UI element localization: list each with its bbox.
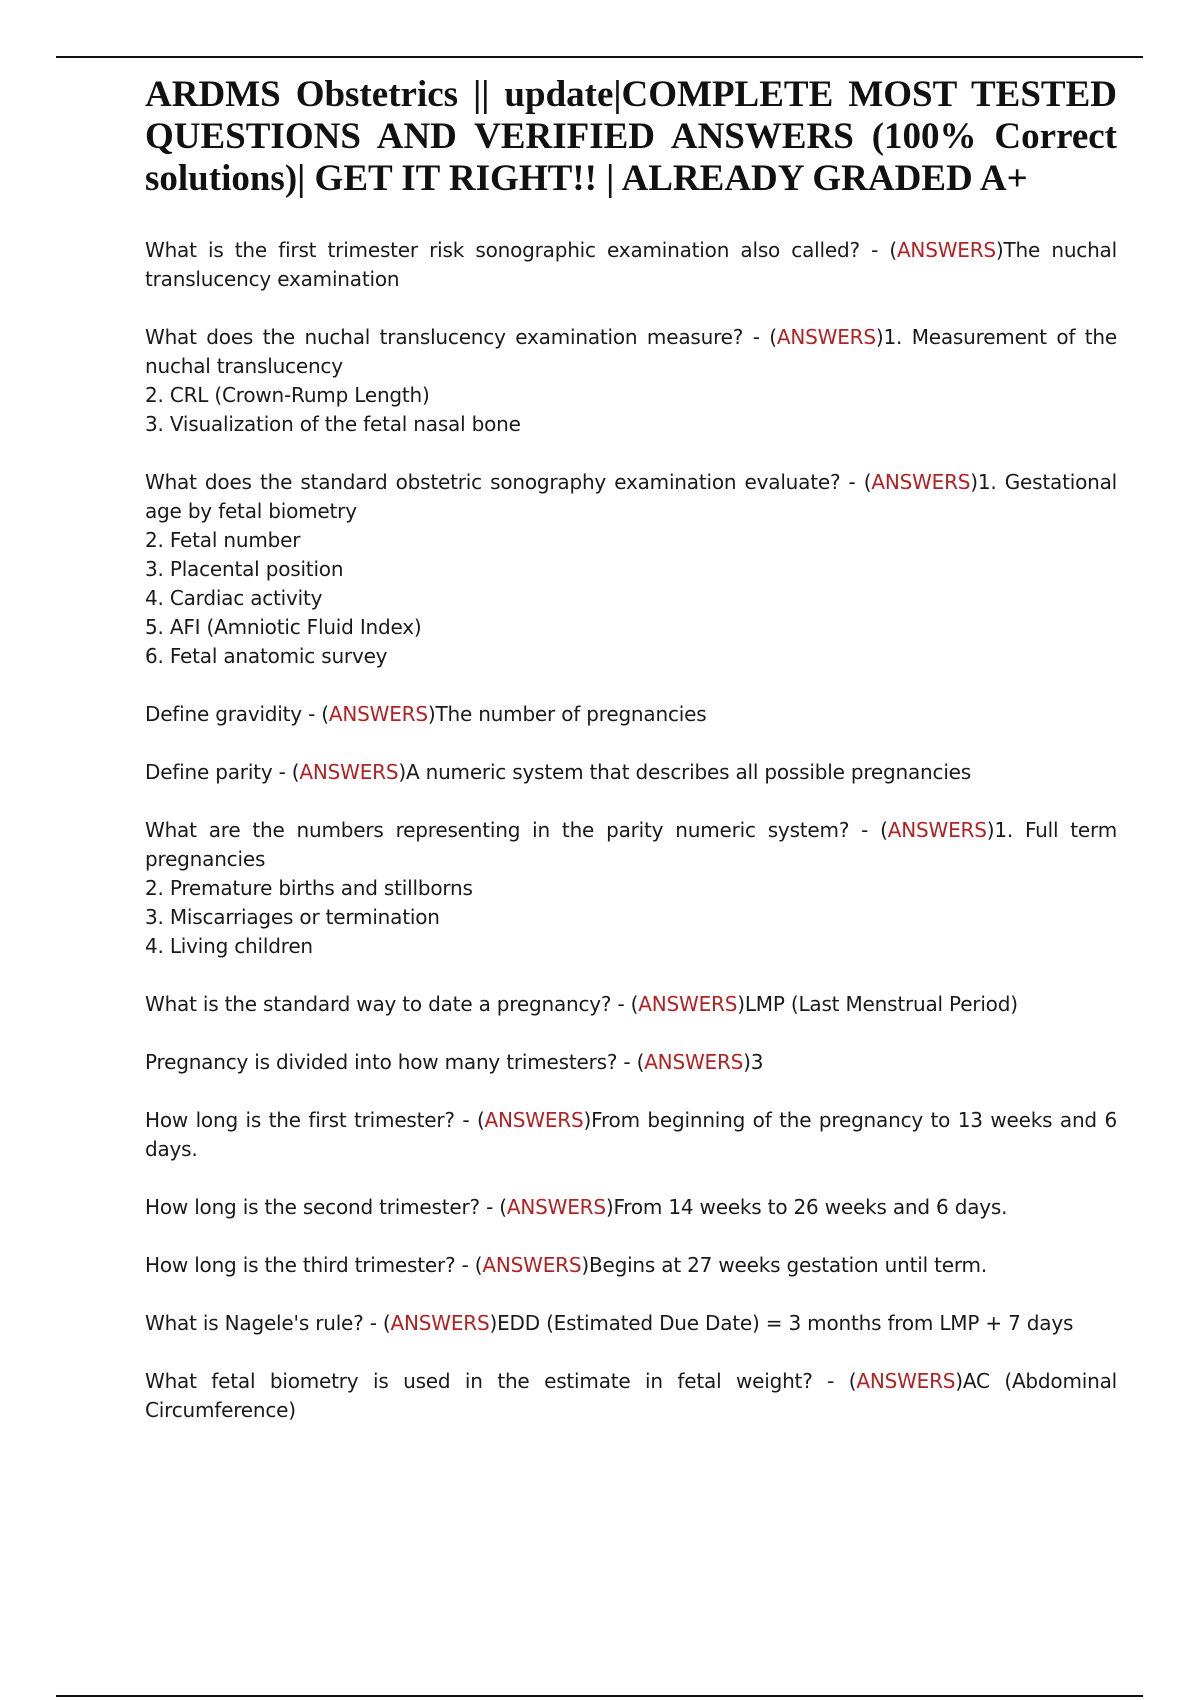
answer-list-item: 3. Miscarriages or termination — [145, 905, 440, 929]
answers-tag: ANSWERS — [328, 702, 428, 726]
answer-list-item: 6. Fetal anatomic survey — [145, 644, 388, 668]
question-text: What is the first trimester risk sonographic examination also called? - — [145, 238, 890, 262]
qa-list — [145, 236, 1117, 1425]
top-rule — [56, 56, 1143, 58]
answers-tag: ANSWERS — [484, 1108, 584, 1132]
answers-tag: ANSWERS — [896, 238, 996, 262]
answer-text: 3 — [750, 1050, 764, 1074]
answer-text: EDD (Estimated Due Date) = 3 months from LMP + 7 days — [497, 1311, 1074, 1335]
answer-list-item: 3. Placental position — [145, 557, 344, 581]
answer-text: 1. Gestational age by fetal biometry — [145, 470, 1118, 523]
answer-list-item: 5. AFI (Amniotic Fluid Index) — [145, 615, 422, 639]
qa-item: What are the numbers representing in the parity numeric system? - (ANSWERS)1. Full term pregnancies 2. Premature births and stillborns 3. Miscarriages or termination 4. Living children — [145, 816, 1117, 961]
qa-item: What is the first trimester risk sonographic examination also called? - (ANSWERS)The nuchal translucency examination — [145, 238, 1117, 291]
document-page — [145, 66, 1117, 1454]
question-text: How long is the first trimester? - — [145, 1108, 477, 1132]
answer-text: Begins at 27 weeks gestation until term. — [588, 1253, 987, 1277]
qa-item: Define gravidity - (ANSWERS)The number of pregnancies — [145, 702, 707, 726]
question-text: How long is the second trimester? - — [145, 1195, 500, 1219]
answer-list-item: 2. CRL (Crown-Rump Length) — [145, 383, 430, 407]
answer-text: The number of pregnancies — [435, 702, 707, 726]
answer-text: A numeric system that describes all possible pregnancies — [405, 760, 972, 784]
question-text: Pregnancy is divided into how many trimesters? - — [145, 1050, 637, 1074]
answers-tag: ANSWERS — [644, 1050, 744, 1074]
answers-tag: ANSWERS — [871, 470, 971, 494]
question-text: Define parity - — [145, 760, 292, 784]
answers-tag: ANSWERS — [776, 325, 876, 349]
qa-item: Define parity - (ANSWERS)A numeric system that describes all possible pregnancies — [145, 760, 972, 784]
answer-list-item: 4. Cardiac activity — [145, 586, 323, 610]
answer-text: 1. Full term pregnancies — [145, 818, 1117, 871]
qa-item: What fetal biometry is used in the estimate in fetal weight? - (ANSWERS)AC (Abdominal Circumference) — [145, 1369, 1117, 1422]
question-text: Define gravidity - — [145, 702, 322, 726]
document-title: ARDMS Obstetrics || update|COMPLETE MOST TESTED QUESTIONS AND VERIFIED ANSWERS (100% Correct solutions)| GET IT RIGHT!! | ALREADY GRADED A+ — [145, 74, 1117, 199]
answers-tag: ANSWERS — [638, 992, 738, 1016]
question-text: What does the standard obstetric sonography examination evaluate? - — [145, 470, 864, 494]
answers-tag: ANSWERS — [482, 1253, 582, 1277]
answer-text: LMP (Last Menstrual Period) — [744, 992, 1018, 1016]
qa-item: What does the standard obstetric sonography examination evaluate? - (ANSWERS)1. Gestational age by fetal biometry 2. Fetal number 3. Placental position 4. Cardiac activity 5. AFI (Amniotic Fluid Index) 6. Fetal anatomic survey — [145, 468, 1117, 671]
answers-tag: ANSWERS — [299, 760, 399, 784]
qa-item: What is the standard way to date a pregnancy? - (ANSWERS)LMP (Last Menstrual Period) — [145, 992, 1018, 1016]
answer-list-item: 3. Visualization of the fetal nasal bone — [145, 412, 521, 436]
question-text: What is the standard way to date a pregnancy? - — [145, 992, 631, 1016]
answers-tag: ANSWERS — [390, 1311, 490, 1335]
qa-item: Pregnancy is divided into how many trimesters? - (ANSWERS)3 — [145, 1050, 764, 1074]
answers-tag: ANSWERS — [506, 1195, 606, 1219]
question-text: What does the nuchal translucency examination measure? - — [145, 325, 770, 349]
answers-tag: ANSWERS — [856, 1369, 956, 1393]
qa-item: What does the nuchal translucency examination measure? - (ANSWERS)1. Measurement of the nuchal translucency 2. CRL (Crown-Rump Length) 3. Visualization of the fetal nasal bone — [145, 323, 1117, 439]
answer-text: 1. Measurement of the nuchal translucency — [145, 325, 1117, 378]
answers-tag: ANSWERS — [887, 818, 987, 842]
answer-text: The nuchal translucency examination — [145, 238, 1117, 291]
answer-list-item: 2. Fetal number — [145, 528, 301, 552]
question-text: What is Nagele's rule? - — [145, 1311, 383, 1335]
qa-item: What is Nagele's rule? - (ANSWERS)EDD (Estimated Due Date) = 3 months from LMP + 7 days — [145, 1311, 1074, 1335]
qa-item: How long is the first trimester? - (ANSWERS)From beginning of the pregnancy to 13 weeks and 6 days. — [145, 1108, 1117, 1161]
bottom-rule — [56, 1695, 1143, 1697]
qa-item: How long is the second trimester? - (ANSWERS)From 14 weeks to 26 weeks and 6 days. — [145, 1195, 1008, 1219]
qa-item: How long is the third trimester? - (ANSWERS)Begins at 27 weeks gestation until term. — [145, 1253, 987, 1277]
answer-text: AC (Abdominal Circumference) — [145, 1369, 1117, 1422]
answer-text: From beginning of the pregnancy to 13 weeks and 6 days. — [145, 1108, 1117, 1161]
question-text: What fetal biometry is used in the estimate in fetal weight? - — [145, 1369, 849, 1393]
answer-text: From 14 weeks to 26 weeks and 6 days. — [613, 1195, 1008, 1219]
question-text: What are the numbers representing in the parity numeric system? - — [145, 818, 881, 842]
question-text: How long is the third trimester? - — [145, 1253, 475, 1277]
answer-list-item: 4. Living children — [145, 934, 313, 958]
answer-list-item: 2. Premature births and stillborns — [145, 876, 473, 900]
